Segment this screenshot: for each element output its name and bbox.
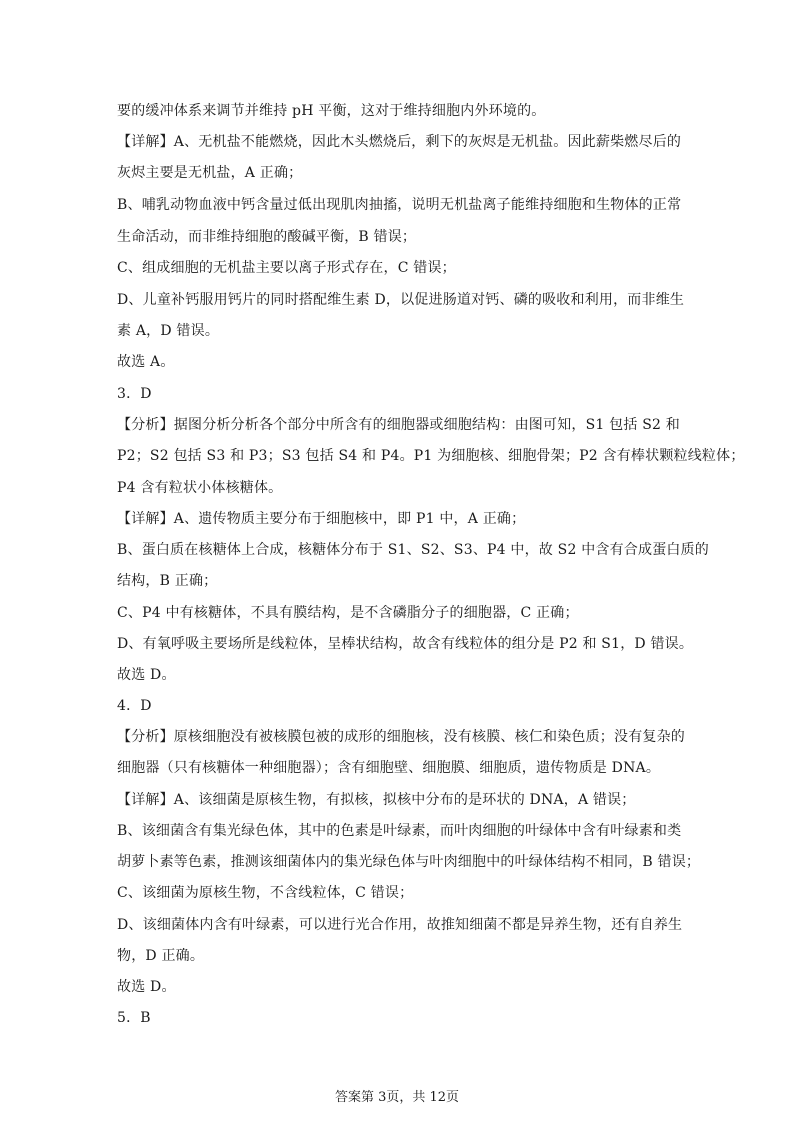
text-line: 胡萝卜素等色素，推测该细菌体内的集光绿色体与叶肉细胞中的叶绿体结构不相同，B 错误； (117, 854, 701, 870)
text-line: 细胞器（只有核糖体一种细胞器）；含有细胞壁、细胞膜、细胞质，遗传物质是 DNA。 (117, 760, 661, 776)
text-line: 灰烬主要是无机盐，A 正确； (117, 165, 303, 181)
text-line: 生命活动，而非维持细胞的酸碱平衡，B 错误； (117, 229, 417, 245)
text-line: P4 含有粒状小体核糖体。 (117, 480, 283, 496)
text-line: 【分析】原核细胞没有被核膜包被的成形的细胞核，没有核膜、核仁和染色质；没有复杂的 (117, 729, 685, 745)
text-line: C、组成细胞的无机盐主要以离子形式存在，C 错误； (117, 260, 456, 276)
text-line: 【详解】A、无机盐不能燃烧，因此木头燃烧后，剩下的灰烬是无机盐。因此薪柴燃尽后的 (117, 134, 682, 150)
text-line: 素 A，D 错误。 (117, 323, 220, 339)
text-line: D、儿童补钙服用钙片的同时搭配维生素 D，以促进肠道对钙、磷的吸收和利用，而非维生 (117, 292, 685, 308)
text-line: 【分析】据图分析分析各个部分中所含有的细胞器或细胞结构：由图可知，S1 包括 S2 和 (117, 417, 680, 433)
text-line: B、该细菌含有集光绿色体，其中的色素是叶绿素，而叶肉细胞的叶绿体中含有叶绿素和类 (117, 823, 682, 839)
text-line: 故选 D。 (117, 979, 176, 995)
text-line: 物，D 正确。 (117, 948, 205, 964)
text-line: P2；S2 包括 S3 和 P3；S3 包括 S4 和 P4。P1 为细胞核、细胞骨架；P2 含有棒状颗粒线粒体； (117, 448, 745, 464)
text-line: B、哺乳动物血液中钙含量过低出现肌肉抽搐，说明无机盐离子能维持细胞和生物体的正常 (117, 197, 682, 213)
text-line: 【详解】A、遗传物质主要分布于细胞核中，即 P1 中，A 正确； (117, 511, 526, 527)
question-number: 4．D (117, 698, 152, 714)
text-line: D、有氧呼吸主要场所是线粒体，呈棒状结构，故含有线粒体的组分是 P2 和 S1，D 错误。 (117, 636, 694, 652)
text-line: 要的缓冲体系来调节并维持 pH 平衡，这对于维持细胞内外环境的。 (117, 103, 546, 119)
text-line: C、该细菌为原核生物，不含线粒体，C 错误； (117, 885, 414, 901)
text-line: 【详解】A、该细菌是原核生物，有拟核，拟核中分布的是环状的 DNA，A 错误； (117, 792, 636, 808)
text-line: 故选 D。 (117, 667, 176, 683)
text-line: 结构，B 正确； (117, 573, 218, 589)
question-number: 3．D (117, 386, 152, 402)
text-line: 故选 A。 (117, 354, 175, 370)
text-line: C、P4 中有核糖体，不具有膜结构，是不含磷脂分子的细胞器，C 正确； (117, 605, 579, 621)
text-line: B、蛋白质在核糖体上合成，核糖体分布于 S1、S2、S3、P4 中，故 S2 中含有合成蛋白质的 (117, 542, 710, 558)
question-number: 5．B (117, 1010, 151, 1026)
page-footer: 答案第 3页，共 12页 (334, 1090, 460, 1105)
text-line: D、该细菌体内含有叶绿素，可以进行光合作用，故推知细菌不都是异养生物，还有自养生 (117, 917, 683, 933)
